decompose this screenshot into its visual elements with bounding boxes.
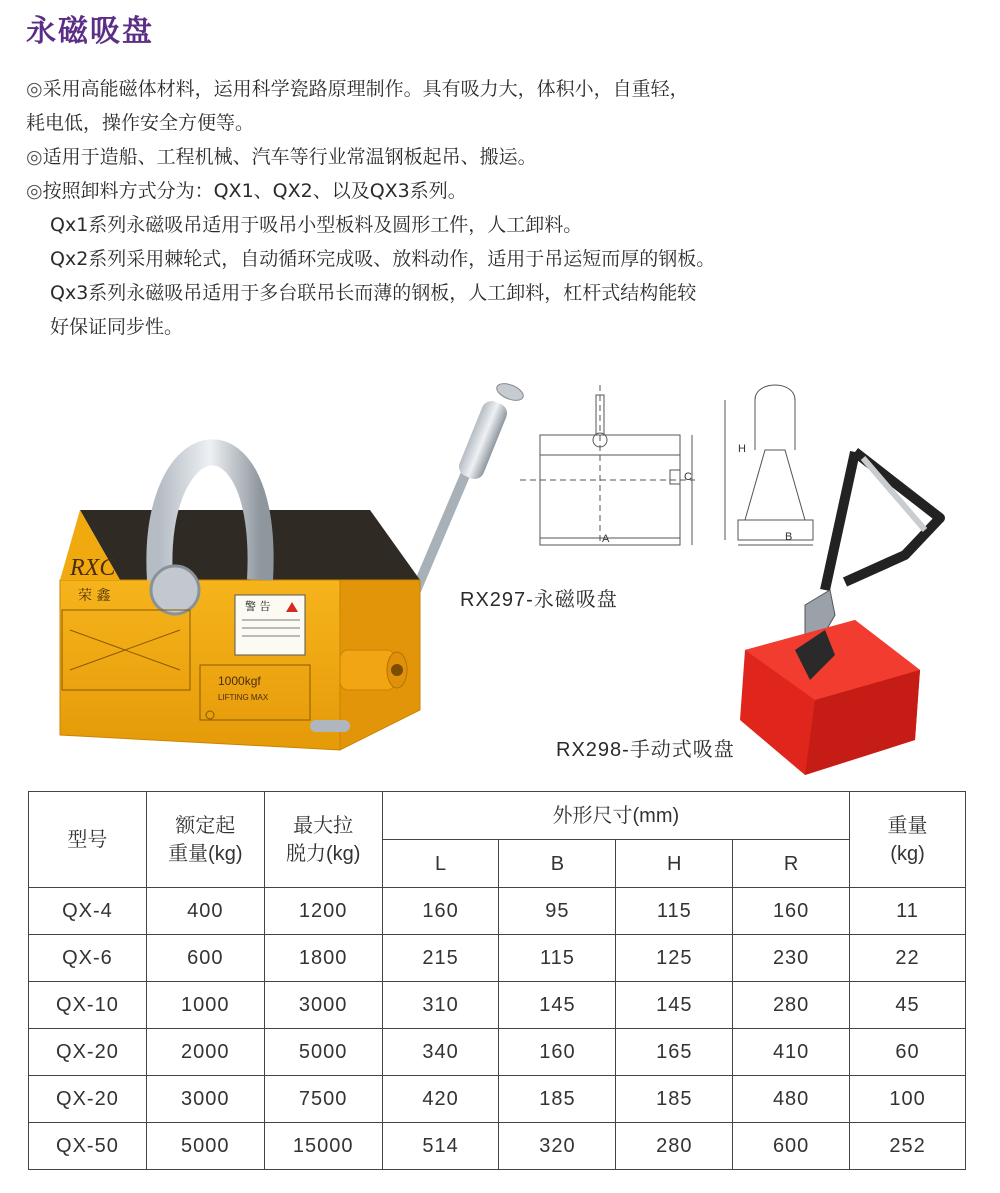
cell-weight: 11	[850, 888, 966, 935]
intro-line	[26, 310, 926, 344]
intro-text	[26, 72, 926, 344]
table-row	[29, 1123, 966, 1170]
cell-rated: 600	[146, 935, 264, 982]
dim-label-a: A	[602, 533, 610, 545]
cell-l: 310	[382, 982, 499, 1029]
cell-rated: 2000	[146, 1029, 264, 1076]
header-h: H	[616, 840, 733, 888]
product-caption-rx297: RX297-永磁吸盘	[460, 589, 618, 611]
table-row	[29, 935, 966, 982]
intro-line-text: 耗电低，操作安全方便等。	[26, 112, 255, 134]
cell-max: 15000	[264, 1123, 382, 1170]
header-r: R	[733, 840, 850, 888]
cell-b: 185	[499, 1076, 616, 1123]
intro-line	[26, 242, 926, 276]
intro-line	[26, 72, 926, 106]
cell-h: 165	[616, 1029, 733, 1076]
cell-h: 115	[616, 888, 733, 935]
cell-b: 115	[499, 935, 616, 982]
intro-line-text: 采用高能磁体材料，运用科学瓷路原理制作。具有吸力大，体积小，自重轻，	[42, 78, 689, 100]
intro-line	[26, 276, 926, 310]
cell-l: 215	[382, 935, 499, 982]
dim-label-b: B	[785, 531, 793, 543]
cell-r: 280	[733, 982, 850, 1029]
cell-h: 145	[616, 982, 733, 1029]
cell-model: QX-6	[29, 935, 147, 982]
cell-rated: 5000	[146, 1123, 264, 1170]
table-header-row	[29, 792, 966, 840]
table-row	[29, 982, 966, 1029]
cell-b: 95	[499, 888, 616, 935]
table-row	[29, 1029, 966, 1076]
rated-load-plate: 1000kgf	[218, 674, 261, 688]
header-model: 型号	[29, 792, 147, 888]
cell-max: 1200	[264, 888, 382, 935]
cell-max: 1800	[264, 935, 382, 982]
cell-b: 160	[499, 1029, 616, 1076]
cell-r: 480	[733, 1076, 850, 1123]
dim-label-h: H	[738, 443, 746, 455]
cell-model: QX-20	[29, 1029, 147, 1076]
cell-l: 340	[382, 1029, 499, 1076]
header-b: B	[499, 840, 616, 888]
cell-b: 145	[499, 982, 616, 1029]
header-l: L	[382, 840, 499, 888]
cell-max: 3000	[264, 982, 382, 1029]
cell-r: 230	[733, 935, 850, 982]
page-title: 永磁吸盘	[26, 14, 154, 49]
cell-r: 410	[733, 1029, 850, 1076]
circle-bullet-icon: ◎	[26, 146, 43, 168]
intro-line-text: Qx2系列采用棘轮式，自动循环完成吸、放料动作，适用于吊运短而厚的钢板。	[50, 248, 716, 270]
cell-h: 185	[616, 1076, 733, 1123]
cell-r: 160	[733, 888, 850, 935]
cell-model: QX-50	[29, 1123, 147, 1170]
cell-model: QX-10	[29, 982, 147, 1029]
circle-bullet-icon: ◎	[26, 78, 43, 100]
cell-l: 420	[382, 1076, 499, 1123]
yellow-magnetic-lifter-image	[40, 380, 540, 770]
cell-b: 320	[499, 1123, 616, 1170]
cell-model: QX-4	[29, 888, 147, 935]
cell-max: 5000	[264, 1029, 382, 1076]
table-row	[29, 888, 966, 935]
cell-weight: 45	[850, 982, 966, 1029]
header-dimensions: 外形尺寸(mm)	[382, 792, 849, 840]
product-caption-rx298: RX298-手动式吸盘	[556, 739, 735, 761]
cell-rated: 3000	[146, 1076, 264, 1123]
brand-name: 荣 鑫	[78, 588, 111, 604]
cell-weight: 60	[850, 1029, 966, 1076]
intro-line	[26, 106, 926, 140]
cell-weight: 252	[850, 1123, 966, 1170]
intro-line-text: 按照卸料方式分为：QX1、QX2、以及QX3系列。	[42, 180, 467, 202]
intro-line-text: 好保证同步性。	[50, 316, 184, 338]
intro-line	[26, 174, 926, 208]
intro-line	[26, 140, 926, 174]
cell-model: QX-20	[29, 1076, 147, 1123]
dim-label-c: C	[684, 471, 692, 483]
header-rated-load: 额定起 重量(kg)	[146, 792, 264, 888]
red-manual-lifter-image	[735, 440, 950, 785]
circle-bullet-icon: ◎	[26, 180, 43, 202]
warning-label: 警 告	[245, 600, 271, 613]
cell-rated: 400	[146, 888, 264, 935]
cell-h: 280	[616, 1123, 733, 1170]
brand-logo: RXC	[70, 555, 116, 581]
cell-l: 160	[382, 888, 499, 935]
table-row	[29, 1076, 966, 1123]
rated-load-subtext: LIFTING MAX	[218, 693, 269, 702]
cell-rated: 1000	[146, 982, 264, 1029]
header-max-pull: 最大拉 脱力(kg)	[264, 792, 382, 888]
intro-line-text: Qx3系列永磁吸吊适用于多台联吊长而薄的钢板，人工卸料，杠杆式结构能较	[50, 282, 697, 304]
intro-line-text: Qx1系列永磁吸吊适用于吸吊小型板料及圆形工件，人工卸料。	[50, 214, 583, 236]
intro-line	[26, 208, 926, 242]
intro-line-text: 适用于造船、工程机械、汽车等行业常温钢板起吊、搬运。	[42, 146, 537, 168]
cell-r: 600	[733, 1123, 850, 1170]
header-weight: 重量 (kg)	[850, 792, 966, 888]
cell-weight: 22	[850, 935, 966, 982]
cell-h: 125	[616, 935, 733, 982]
cell-l: 514	[382, 1123, 499, 1170]
spec-table	[28, 791, 966, 1170]
cell-max: 7500	[264, 1076, 382, 1123]
cell-weight: 100	[850, 1076, 966, 1123]
